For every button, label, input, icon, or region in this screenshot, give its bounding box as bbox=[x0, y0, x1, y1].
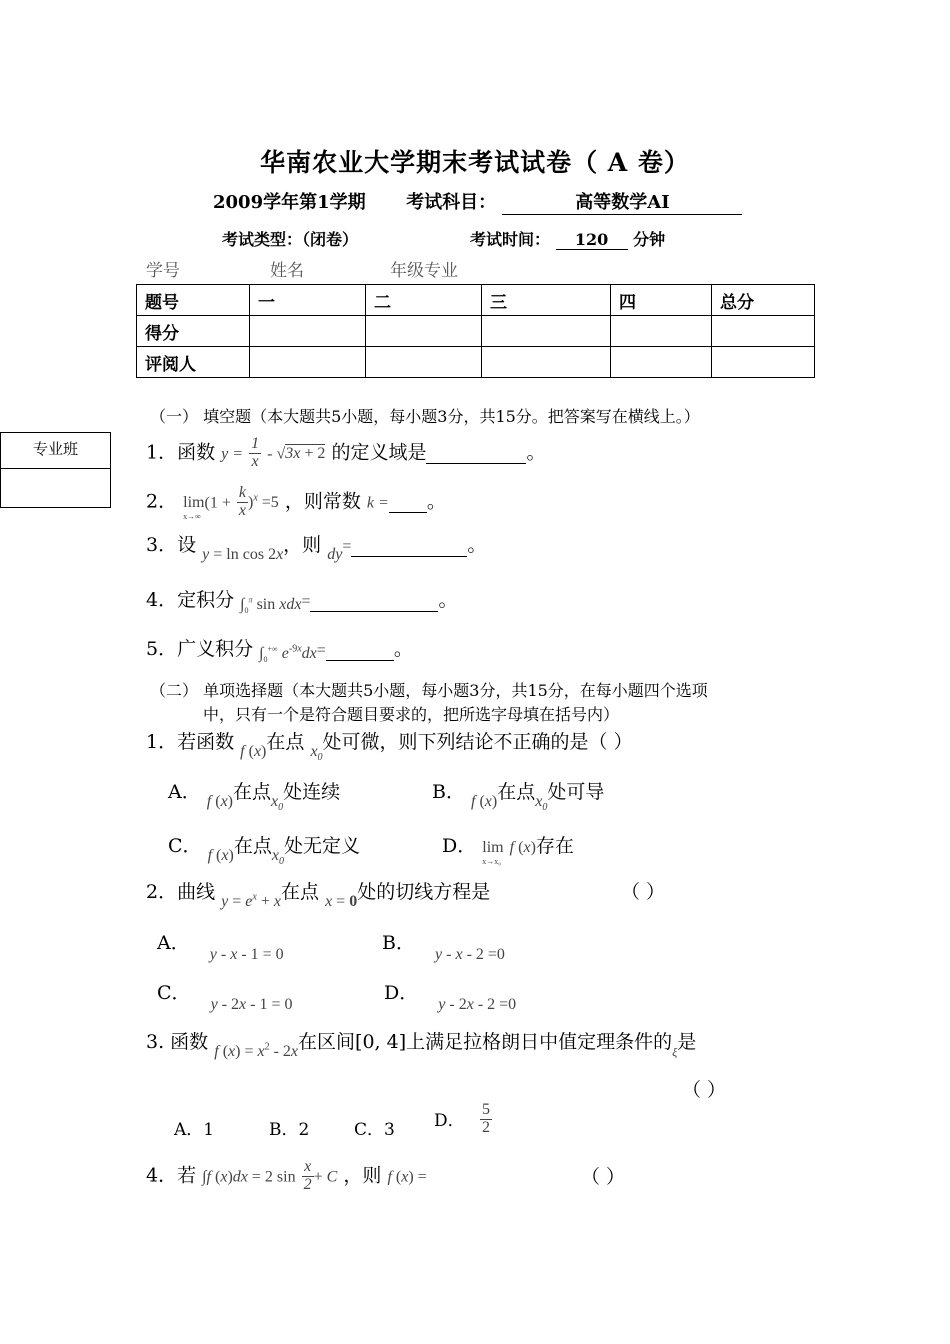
table-cell: 题号 bbox=[137, 285, 250, 316]
table-cell: 总分 bbox=[712, 285, 815, 316]
table-cell: 得分 bbox=[137, 316, 250, 347]
class-box bbox=[0, 432, 111, 508]
fill-question-4: 4．定积分 $\int_0^\pi$ sin xdx= 。 bbox=[146, 589, 458, 616]
math-expression: x0 bbox=[535, 793, 548, 814]
question-text: 函数 bbox=[177, 441, 216, 464]
question-text: 。 bbox=[438, 589, 458, 611]
math-expression: y - 2x - 2 =0 bbox=[438, 996, 517, 1013]
table-cell: 四 bbox=[611, 285, 712, 316]
choice-option-c[interactable]: C．3 bbox=[354, 1120, 395, 1140]
option-label: D． bbox=[442, 835, 477, 857]
math-expression: y - x - 1 = 0 bbox=[209, 946, 284, 963]
math-expression: dy bbox=[327, 546, 343, 563]
table-row bbox=[137, 316, 815, 347]
table-row bbox=[137, 347, 815, 378]
math-expression: $\int_0^\pi$ sin xdx bbox=[240, 595, 302, 616]
question-text: 。 bbox=[467, 534, 487, 556]
math-expression: f (x) bbox=[509, 839, 536, 856]
question-text: 处的切线方程是 bbox=[357, 881, 491, 903]
math-expression: x0 bbox=[271, 847, 284, 868]
question-text: 函数 bbox=[170, 1031, 209, 1053]
answer-blank[interactable] bbox=[426, 441, 526, 464]
question-text: 是 bbox=[677, 1031, 697, 1053]
option-label: B． bbox=[382, 932, 415, 954]
question-text: 处可微，则下列结论不正确的是（ ） bbox=[322, 731, 633, 753]
fill-question-3: 3．设 $_{y = ln cos 2x}$，则 $_{dy}$= 。 bbox=[146, 534, 487, 563]
score-input-cell[interactable] bbox=[712, 316, 815, 347]
math-expression: y = ln cos 2x bbox=[202, 546, 284, 563]
math-expression: f (x) bbox=[240, 743, 267, 760]
math-expression: ξ bbox=[672, 1045, 678, 1059]
answer-paren[interactable]: （ ） bbox=[621, 881, 666, 903]
option-text: 处无定义 bbox=[283, 835, 360, 857]
question-text: ，则 bbox=[283, 534, 322, 556]
math-expression: + C bbox=[313, 1168, 338, 1186]
choice-option-d[interactable] bbox=[384, 978, 517, 1013]
question-text: 的定义域是 bbox=[331, 441, 427, 464]
question-text: 定积分 bbox=[177, 589, 235, 611]
grader-input-cell[interactable] bbox=[611, 347, 712, 378]
time-unit: 分钟 bbox=[633, 230, 666, 249]
math-expression: lim x→∞ bbox=[183, 494, 205, 522]
answer-blank[interactable] bbox=[351, 534, 467, 557]
question-number: 5． bbox=[146, 638, 178, 660]
subject-label: 考试科目： bbox=[406, 192, 497, 213]
question-text: 若函数 bbox=[177, 731, 235, 753]
answer-blank[interactable] bbox=[310, 589, 438, 612]
math-fraction: $\frac{1}{x}$ bbox=[251, 435, 260, 470]
option-text: 处连续 bbox=[283, 781, 341, 803]
answer-blank[interactable] bbox=[326, 638, 394, 661]
question-number: 2． bbox=[146, 881, 178, 903]
answer-paren[interactable]: （ ） bbox=[682, 1079, 727, 1101]
table-cell: 二 bbox=[366, 285, 482, 316]
question-number: 1． bbox=[146, 441, 178, 464]
math-expression: f (x) bbox=[207, 847, 234, 864]
option-label: C． bbox=[168, 835, 202, 857]
score-input-cell[interactable] bbox=[482, 316, 611, 347]
section2-heading-line1: （二） 单项选择题（本大题共5小题，每小题3分，共15分，在每小题四个选项 bbox=[150, 681, 708, 700]
choice-question-2 bbox=[146, 877, 491, 910]
term: 2009学年第1学期 bbox=[213, 192, 366, 213]
math-expression: $\int_0^{+\infty}$ $e^{-9x}dx$ bbox=[259, 643, 317, 665]
grader-input-cell[interactable] bbox=[482, 347, 611, 378]
math-expression: y = ex + x bbox=[221, 891, 281, 910]
question-text: 。 bbox=[393, 638, 413, 660]
student-name-label: 姓名 bbox=[270, 261, 304, 281]
question-text: 设 bbox=[177, 534, 197, 556]
option-label: C． bbox=[157, 982, 191, 1004]
choice-option-b[interactable]: B．2 bbox=[269, 1120, 310, 1140]
choice-option-b[interactable] bbox=[432, 777, 605, 814]
math-fraction: $\frac{5}{2}$ bbox=[482, 1101, 491, 1136]
question-text: ，则常数 bbox=[284, 490, 361, 513]
math-expression: (1 + bbox=[204, 494, 231, 512]
section1-heading: （一） 填空题（本大题共5小题，每小题3分，共15分。把答案写在横线上。） bbox=[150, 407, 700, 426]
grader-input-cell[interactable] bbox=[366, 347, 482, 378]
question-text: ，则 bbox=[343, 1164, 382, 1187]
option-label: D． bbox=[384, 982, 419, 1004]
question-number: 3. bbox=[146, 1031, 171, 1053]
question-text: 在点 bbox=[281, 881, 320, 903]
question-number: 1． bbox=[146, 731, 178, 753]
question-text: 。 bbox=[426, 490, 446, 513]
table-cell: 三 bbox=[482, 285, 611, 316]
class-box-label: 专业班 bbox=[1, 433, 110, 469]
option-label: B． bbox=[432, 781, 465, 803]
question-text: 若 bbox=[177, 1164, 197, 1187]
choice-question-4 bbox=[146, 1159, 427, 1194]
choice-question-1 bbox=[146, 727, 633, 764]
option-label: A． bbox=[168, 781, 201, 803]
subject-value: 高等数学AⅠ bbox=[502, 188, 742, 215]
score-input-cell[interactable] bbox=[611, 316, 712, 347]
math-expression: lim x→x₀ bbox=[482, 839, 504, 866]
math-expression: f (x) = bbox=[387, 1168, 427, 1186]
choice-option-a[interactable] bbox=[157, 928, 284, 963]
option-text: 存在 bbox=[535, 835, 574, 857]
question-text: 在点 bbox=[233, 781, 272, 803]
section2-heading-line2: 中，只有一个是符合题目要求的，把所选字母填在括号内） bbox=[203, 705, 620, 724]
math-expression: ∫f (x)dx = 2 sin bbox=[202, 1168, 296, 1186]
question-number: 4． bbox=[146, 1164, 178, 1187]
exam-time bbox=[470, 227, 665, 250]
math-expression: x0 bbox=[310, 743, 323, 764]
math-expression: k = bbox=[366, 494, 389, 512]
grader-input-cell[interactable] bbox=[712, 347, 815, 378]
math-expression: y - 2x - 1 = 0 bbox=[210, 996, 293, 1013]
time-value: 120 bbox=[556, 230, 628, 250]
question-text: 曲线 bbox=[177, 881, 216, 903]
question-text: 。 bbox=[526, 441, 546, 464]
choice-option-c[interactable] bbox=[157, 978, 293, 1013]
question-number: 3． bbox=[146, 534, 178, 556]
choice-question-3 bbox=[146, 1027, 697, 1060]
score-input-cell[interactable] bbox=[250, 316, 366, 347]
question-number: 2． bbox=[146, 490, 178, 513]
math-fraction: $\frac{k}{x}$ bbox=[238, 484, 246, 519]
fill-question-5: 5．广义积分 $\int_0^{+\infty}$ $e^{-9x}dx=$ 。 bbox=[146, 638, 413, 665]
option-text: 处可导 bbox=[547, 781, 605, 803]
math-fraction: $\frac{x}{2}$ bbox=[303, 1158, 312, 1193]
grader-input-cell[interactable] bbox=[250, 347, 366, 378]
student-major-label: 年级专业 bbox=[390, 261, 458, 281]
question-text: 在点 bbox=[497, 781, 536, 803]
option-label: A． bbox=[157, 932, 190, 954]
table-cell: 一 bbox=[250, 285, 366, 316]
exam-title: 华南农业大学期末考试试卷（ A 卷） bbox=[260, 148, 690, 177]
math-expression: f (x) = x2 - 2x bbox=[214, 1041, 299, 1060]
choice-option-d[interactable] bbox=[434, 1102, 492, 1137]
class-box-input[interactable] bbox=[1, 469, 110, 507]
choice-option-c[interactable] bbox=[168, 831, 360, 868]
time-label: 考试时间： bbox=[470, 230, 551, 249]
choice-option-a[interactable]: A．1 bbox=[174, 1120, 215, 1140]
math-expression: x = 0 bbox=[325, 893, 358, 910]
score-input-cell[interactable] bbox=[366, 316, 482, 347]
math-expression: x0 bbox=[271, 793, 284, 814]
answer-paren[interactable]: （ ） bbox=[581, 1166, 626, 1188]
question-text: 广义积分 bbox=[177, 638, 254, 660]
score-table bbox=[136, 284, 815, 378]
fill-question-1 bbox=[146, 436, 545, 471]
math-expression: )$^x$ =5 bbox=[248, 492, 279, 512]
exam-type: 考试类型：（闭卷） bbox=[222, 230, 359, 249]
student-id-label: 学号 bbox=[146, 261, 180, 281]
math-expression: f (x) bbox=[206, 793, 233, 810]
question-text: 在区间[0, 4]上满足拉格朗日中值定理条件的 bbox=[298, 1031, 673, 1053]
math-expression: f (x) bbox=[471, 793, 498, 810]
term-line bbox=[213, 188, 742, 215]
question-text: 在点 bbox=[266, 731, 305, 753]
math-expression: y = bbox=[221, 445, 244, 463]
answer-blank[interactable] bbox=[389, 490, 427, 513]
choice-option-a[interactable] bbox=[168, 777, 341, 814]
option-label: D． bbox=[434, 1110, 465, 1131]
table-cell: 评阅人 bbox=[137, 347, 250, 378]
question-text: 在点 bbox=[233, 835, 272, 857]
choice-option-b[interactable] bbox=[382, 928, 505, 963]
fill-question-2 bbox=[146, 485, 446, 520]
question-number: 4． bbox=[146, 589, 178, 611]
table-row bbox=[137, 285, 815, 316]
math-expression: y - x - 2 =0 bbox=[435, 946, 505, 963]
math-expression: - √3x + 2 bbox=[267, 445, 326, 463]
choice-option-d[interactable] bbox=[442, 831, 574, 866]
